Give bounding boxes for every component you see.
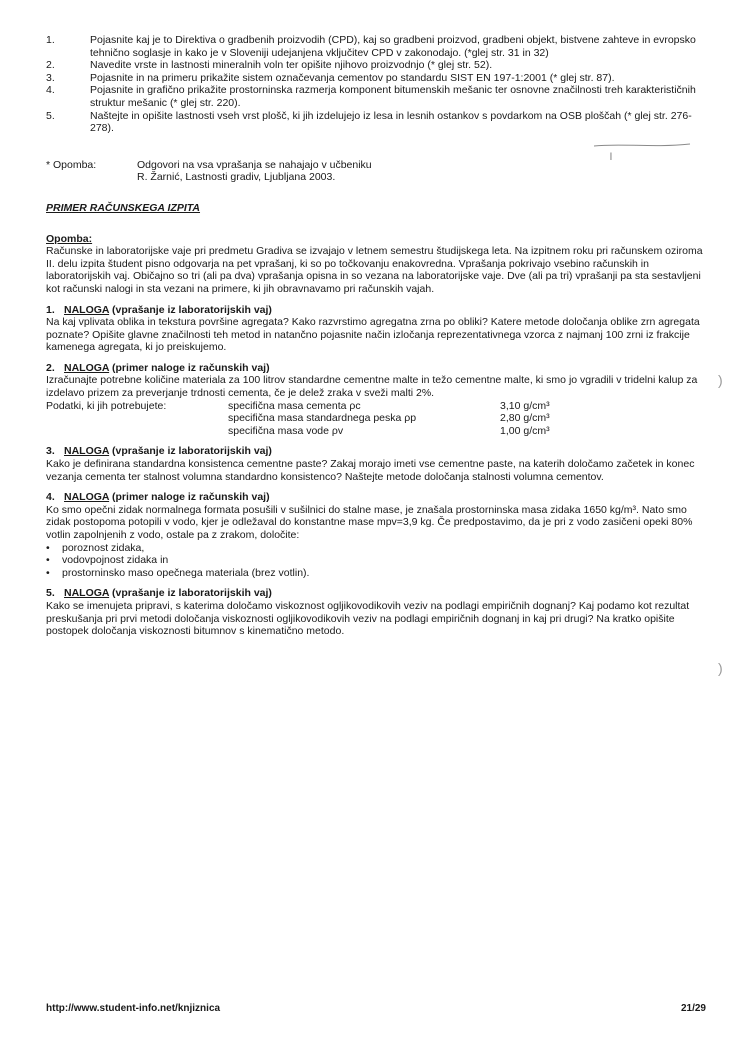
task-label: NALOGA <box>64 361 110 374</box>
task-label: NALOGA <box>64 445 110 458</box>
task <box>46 445 706 483</box>
task-text: Ko smo opečni zidak normalnega formata posušili v sušilnici do stalne mase, je znašala prostorninska masa zidaka 1650 kg/m³. Nato smo zidak postopoma potopili v vodo, kjer je odležaval do konstantne mase mpv=3,9 kg. Če predpostavimo, da je pri z vodo zasičeni opeki 80% votlin zapolnjenih z vodo, ostale pa z zrakom, določite: <box>46 503 693 541</box>
question-number: 5. <box>46 109 55 122</box>
data-name: specifična masa vode ρv <box>228 424 344 437</box>
exam-title: PRIMER RAČUNSKEGA IZPITA <box>46 201 201 214</box>
task-type: (vprašanje iz laboratorijskih vaj) <box>109 303 272 316</box>
data-row <box>46 400 706 413</box>
list-item: • vodovpojnost zidaka in <box>62 554 706 567</box>
data-row <box>46 412 706 425</box>
question-list <box>46 34 706 135</box>
data-row <box>46 425 706 438</box>
task-type: (vprašanje iz laboratorijskih vaj) <box>109 445 272 458</box>
list-item: • prostorninsko maso opečnega materiala (brez votlin). <box>62 567 706 580</box>
note-line: R. Žarnić, Lastnosti gradiv, Ljubljana 2003. <box>137 171 336 184</box>
task-label: NALOGA <box>64 491 110 504</box>
task-heading <box>46 362 706 375</box>
question-number: 2. <box>46 59 55 72</box>
task-number: 3. <box>46 445 55 458</box>
data-value: 3,10 g/cm³ <box>500 399 550 412</box>
task-type: (primer naloge iz računskih vaj) <box>109 491 270 504</box>
question-item <box>46 72 706 85</box>
question-number: 4. <box>46 84 55 97</box>
task <box>46 304 706 354</box>
scan-mark: ) <box>718 372 723 388</box>
task-label: NALOGA <box>64 587 110 600</box>
task <box>46 587 706 637</box>
textbook-note <box>46 159 706 184</box>
task-number: 1. <box>46 303 55 316</box>
task-text: Na kaj vplivata oblika in tekstura površine agregata? Kako razvrstimo agregatna zrna po obliki? Katere metode določanja oblike zrn agregata poznate? Opišite glavne značilnosti teh metod in natančno pojasnite način izločanja reprezentativnega vzorca z najmanj 100 zrni iz frakcije kamenega agregata, ki jo preiskujemo. <box>46 316 700 354</box>
bullet-list <box>46 542 706 580</box>
data-value: 2,80 g/cm³ <box>500 412 550 425</box>
question-number: 1. <box>46 34 55 46</box>
task-heading <box>46 491 706 504</box>
task-label: NALOGA <box>64 303 110 316</box>
question-text: Naštejte in opišite lastnosti vseh vrst plošč, ki jih izdelujejo iz lesa in lesnih ostankov s povdarkom na OSB ploščah (* glej str. 276-278). <box>90 109 692 135</box>
question-number: 3. <box>46 71 55 84</box>
opomba-heading: Opomba: <box>46 232 93 245</box>
question-text: Pojasnite in na primeru prikažite sistem označevanja cementov po standardu SIST EN 197-1:2001 (* glej str. 87). <box>90 71 615 84</box>
task-heading <box>46 304 706 317</box>
question-text: Pojasnite in grafično prikažite prostorninska razmerja komponent bitumenskih mešanic ter osnovne značilnosti treh karakterističnih struktur mešanic (* glej str. 220). <box>90 84 696 109</box>
page-footer <box>46 1003 706 1014</box>
opomba-text: Računske in laboratorijske vaje pri predmetu Gradiva se izvajajo v letnem semestru študijskega leta. Na izpitnem roku pri računskem oziroma II. delu izpita študent pisno odgovarja na pet vprašanj, ki so po točkovanju enakovredna. Vprašanja pokrivajo vsebino računskih in laboratorijskih vaj. Običajno so tri (ali pa dva) vprašanja opisna in so vezana na laboratorijske vaje. Dve (ali pa tri) vprašanji pa sta sestavljeni kot računski nalogi in sta vezani na primere, ki jih obravnavamo pri računskih vajah. <box>46 245 703 295</box>
task-text: Kako je definirana standardna konsistenca cementne paste? Zakaj morajo imeti vse cementne paste, na katerih določamo začetek in konec vezanja cementa ter stalnost volumna standardno konsistenco? Naštejte metode določanja stalnosti volumna cementov. <box>46 458 695 483</box>
note-label: * Opomba: <box>46 158 97 171</box>
pen-mark: ı <box>609 147 613 163</box>
task-text: Izračunajte potrebne količine materiala za 100 litrov standardne cementne malte in težo cementne malte, ki smo jo vgradili v tridelni kalup za izdelavo prizem za preverjanje trdnosti cementa, če je delež zraka v sveži malti 2%. <box>46 374 698 400</box>
note-line: Odgovori na vsa vprašanja se nahajajo v učbeniku <box>137 158 372 171</box>
data-name: specifična masa cementa ρc <box>228 399 361 412</box>
task-heading <box>46 445 706 458</box>
question-item <box>46 84 706 109</box>
task-number: 2. <box>46 361 55 374</box>
handwritten-underline <box>592 142 692 150</box>
question-item <box>46 34 706 59</box>
data-name: specifična masa standardnega peska ρp <box>228 412 417 425</box>
scan-mark: ) <box>718 660 723 676</box>
task <box>46 491 706 579</box>
question-item <box>46 59 706 72</box>
question-text: Navedite vrste in lastnosti mineralnih voln ter opišite njihovo proizvodnjo (* glej str. 52). <box>90 59 493 72</box>
task <box>46 362 706 438</box>
page-number: 21/29 <box>680 1003 706 1014</box>
data-label: Podatki, ki jih potrebujete: <box>46 399 167 412</box>
document-page <box>46 34 706 638</box>
question-text: Pojasnite kaj je to Direktiva o gradbenih proizvodih (CPD), kaj so gradbeni proizvod, gradbeni objekt, bistvene zahteve in evropsko tehnično soglasje in kako je v Sloveniji udejanjena vključitev CPD v zakonodajo. (*glej str. 31 in 32) <box>90 34 696 59</box>
task-type: (primer naloge iz računskih vaj) <box>109 361 270 374</box>
task-number: 5. <box>46 587 55 600</box>
task-type: (vprašanje iz laboratorijskih vaj) <box>109 587 272 600</box>
task-text: Kako se imenujeta pripravi, s katerima določamo viskoznost ogljikovodikovih veziv na podlagi empiričnih dognanj? Kaj podamo kot rezultat preskušanja pri prvi metodi določanja viskoznosti ogljikovodikovih veziv na podlagi empiričnih dognanj in kaj pri drugi? Na kratko opišite postopek določanja viskoznosti bitumnov s kinematično metodo. <box>46 599 690 638</box>
footer-url: http://www.student-info.net/knjiznica <box>46 1003 221 1014</box>
question-item <box>46 110 706 135</box>
task-heading <box>46 587 706 600</box>
list-item: • poroznost zidaka, <box>62 542 706 555</box>
data-value: 1,00 g/cm³ <box>500 424 550 437</box>
task-number: 4. <box>46 491 55 504</box>
